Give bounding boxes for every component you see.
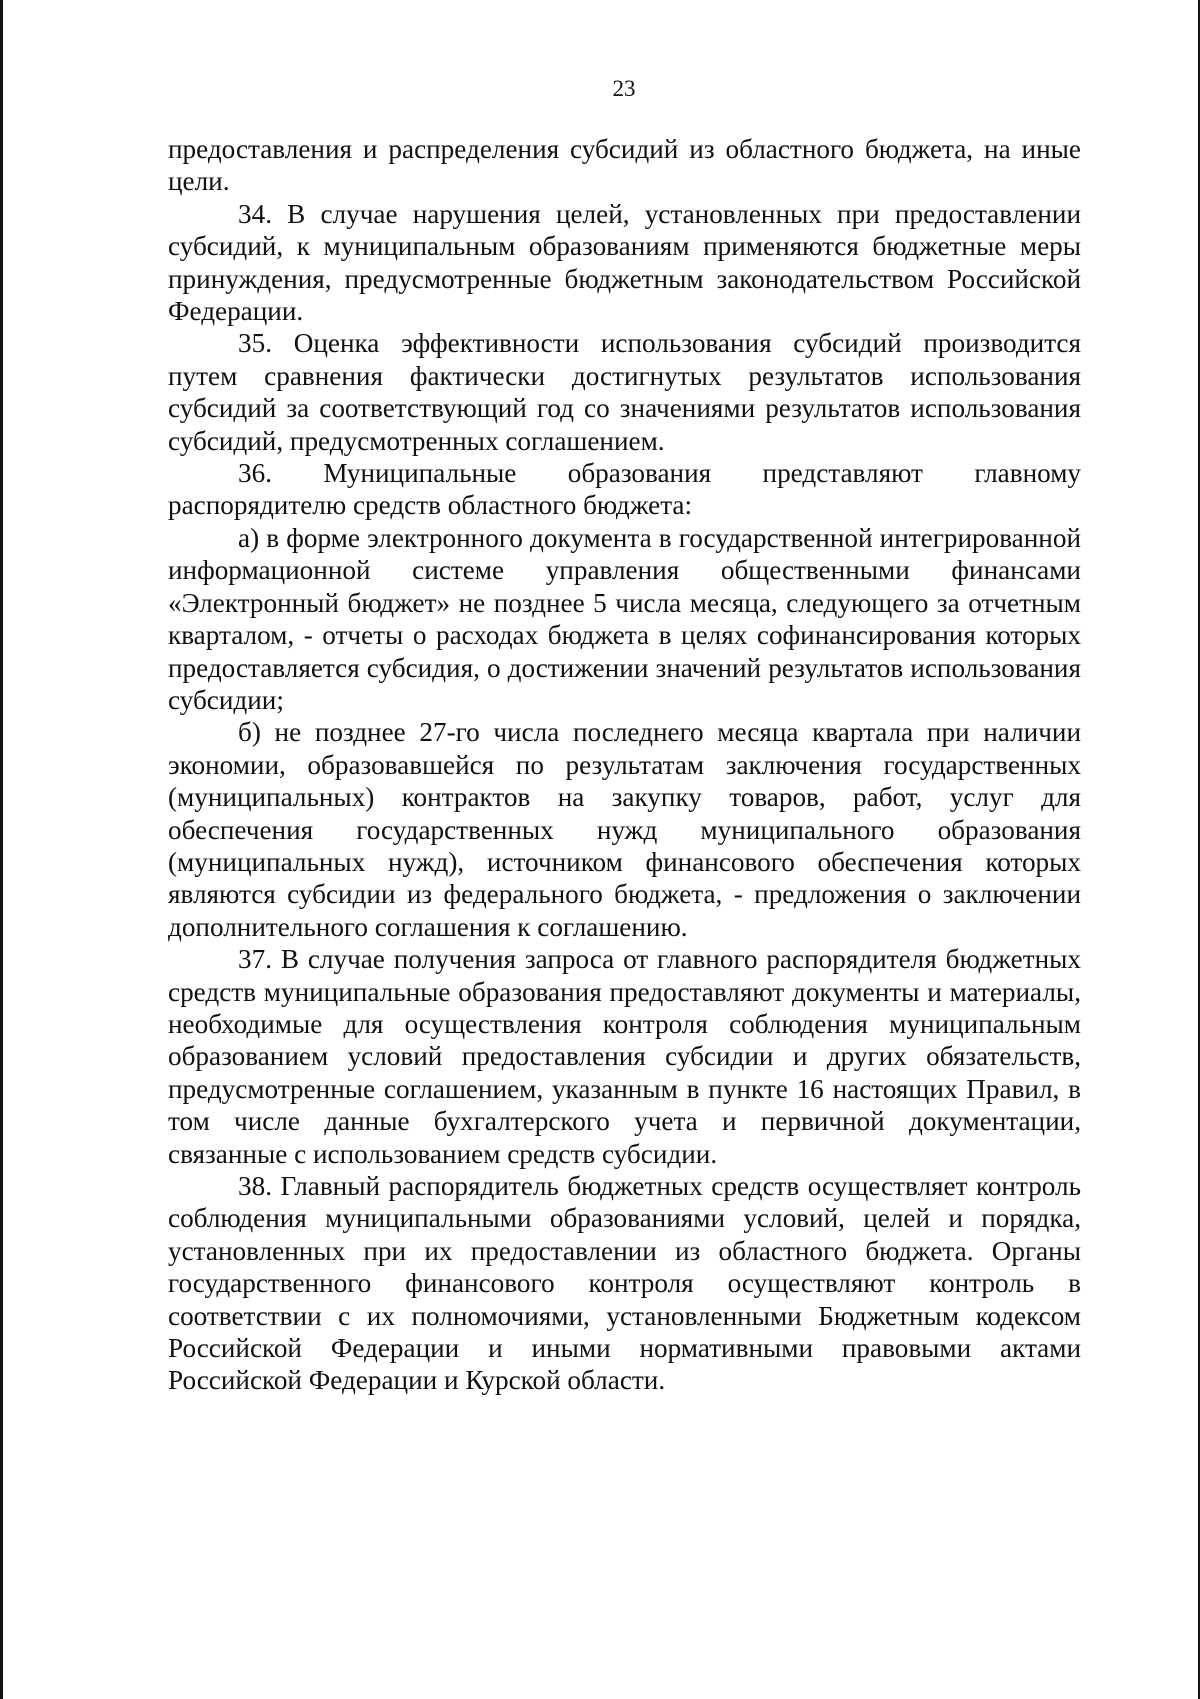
paragraph-37: 37. В случае получения запроса от главного распорядителя бюджетных средств муниципальные образования предоставляют документы и материалы, необходимые для осуществления контроля соблюдения муниципальным образованием условий предоставления субсидии и других обязательств, предусмотренные соглашением, указанным в пункте 16 настоящих Правил, в том числе данные бухгалтерского учета и первичной документации, связанные с использованием средств субсидии. bbox=[168, 944, 1081, 1169]
document-body bbox=[168, 133, 1081, 1397]
paragraph-38: 38. Главный распорядитель бюджетных средств осуществляет контроль соблюдения муниципальными образованиями условий, целей и порядка, установленных при их предоставлении из областного бюджета. Органы государственного финансового контроля осуществляют контроль в соответствии с их полномочиями, установленными Бюджетным кодексом Российской Федерации и иными нормативными правовыми актами Российской Федерации и Курской области. bbox=[168, 1171, 1081, 1396]
paragraph-36-a: а) в форме электронного документа в государственной интегрированной информационной системе управления общественными финансами «Электронный бюджет» не позднее 5 числа месяца, следующего за отчетным кварталом, - отчеты о расходах бюджета в целях софинансирования которых предоставляется субсидия, о достижении значений результатов использования субсидии; bbox=[168, 522, 1081, 715]
paragraph-35: 35. Оценка эффективности использования субсидий производится путем сравнения фактически достигнутых результатов использования субсидий за соответствующий год со значениями результатов использования субсидий, предусмотренных соглашением. bbox=[168, 328, 1081, 456]
paragraph-continuation: предоставления и распределения субсидий из областного бюджета, на иные цели. bbox=[168, 134, 1081, 197]
scan-edge-left bbox=[0, 0, 3, 1699]
paragraph-34: 34. В случае нарушения целей, установленных при предоставлении субсидий, к муниципальным образованиям применяются бюджетные меры принуждения, предусмотренные бюджетным законодательством Российской Федерации. bbox=[168, 198, 1081, 327]
paragraph-36: 36. Муниципальные образования представляют главному распорядителю средств областного бюджета: bbox=[168, 458, 1081, 521]
paragraph-36-b: б) не позднее 27-го числа последнего месяца квартала при наличии экономии, образовавшейся по результатам заключения государственных (муниципальных) контрактов на закупку товаров, работ, услуг для обеспечения государственных нужд муниципального образования (муниципальных нужд), источником финансового обеспечения которых являются субсидии из федерального бюджета, - предложения о заключении дополнительного соглашения к соглашению. bbox=[168, 717, 1081, 942]
page-number: 23 bbox=[612, 76, 636, 101]
